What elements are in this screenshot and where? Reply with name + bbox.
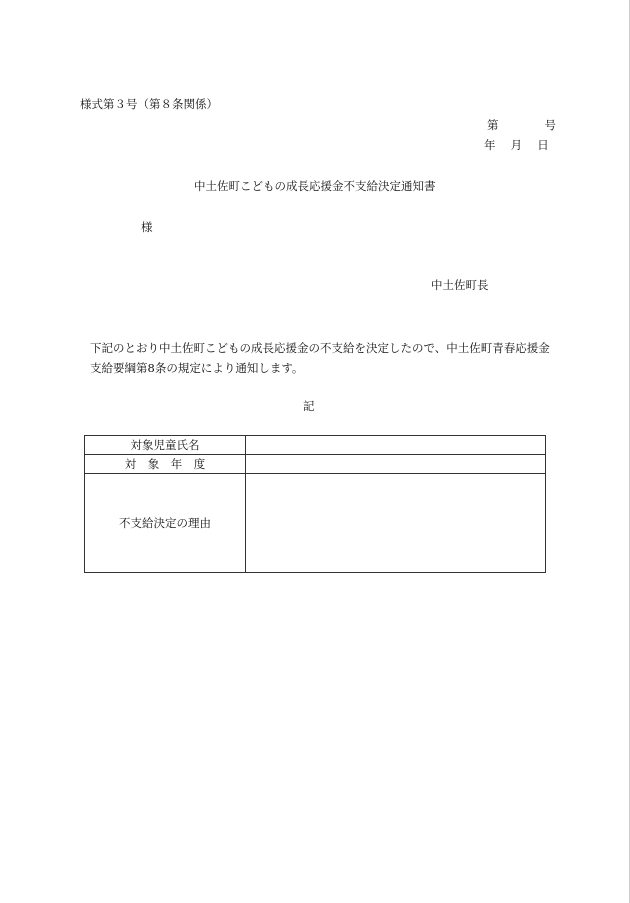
- body-line: 下記のとおり中土佐町こどもの成長応援金の不支給を決定したので、中土佐町青春応援金: [90, 341, 550, 355]
- document-number-line: 第 号: [487, 118, 556, 132]
- body-paragraph: [90, 338, 560, 378]
- table-row: [85, 455, 546, 474]
- document-title: 中土佐町こどもの成長応援金不支給決定通知書: [194, 179, 436, 193]
- issuer-name: 中土佐町長: [431, 278, 489, 292]
- form-number-label: 様式第３号（第８条関係）: [80, 97, 218, 111]
- target-year-label: 対 象 年 度: [85, 455, 246, 474]
- date-line: 年 月 日: [484, 138, 549, 152]
- ki-heading: 記: [303, 399, 315, 413]
- body-line: 支給要綱第8条の規定により通知します。: [90, 361, 304, 375]
- addressee-honorific: 様: [141, 220, 153, 234]
- details-table: [84, 435, 546, 573]
- denial-reason-value: [246, 474, 546, 573]
- child-name-label: 対象児童氏名: [85, 436, 246, 455]
- table-row: [85, 436, 546, 455]
- table-row: [85, 474, 546, 573]
- target-year-value: [246, 455, 546, 474]
- denial-reason-label: 不支給決定の理由: [85, 474, 246, 573]
- child-name-value: [246, 436, 546, 455]
